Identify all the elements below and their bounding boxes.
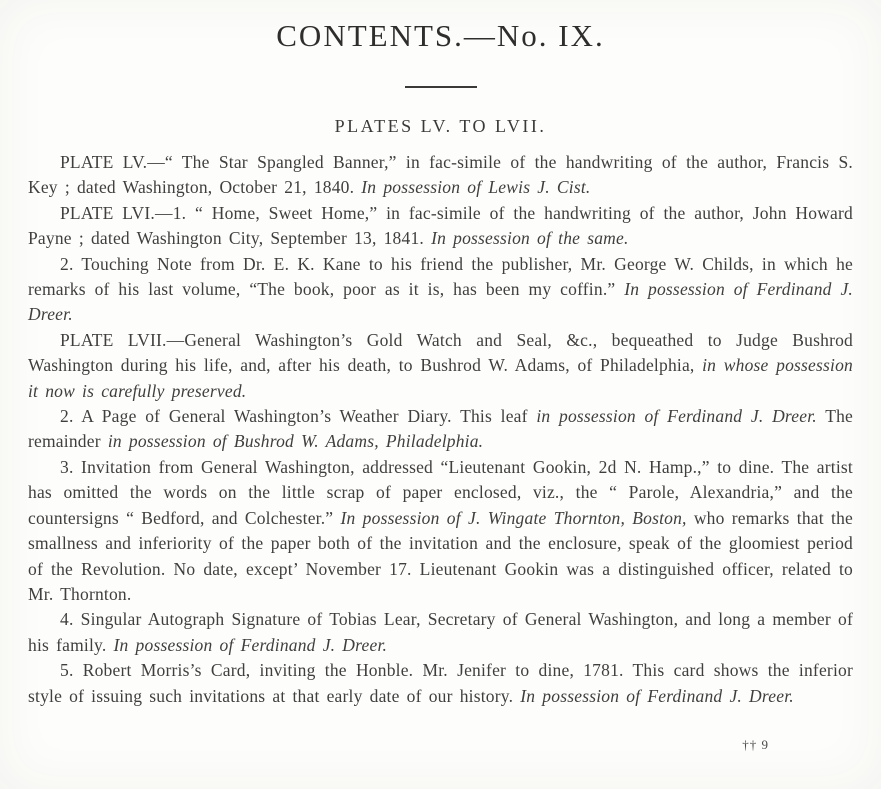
possession-note: In possession of Lewis J. Cist. bbox=[361, 177, 591, 198]
possession-note: In possession of Ferdinand J. Dreer. bbox=[28, 279, 853, 325]
entry-text: PLATE LVII.—General Washington’s Gold Watch and Seal, &c., bequeathed to Judge Bushrod Washington during his life, and, after his death, to Bushrod W. Adams, of Philadelphia, bbox=[28, 329, 853, 376]
page-title: CONTENTS.—No. IX. bbox=[276, 18, 605, 53]
plate-entry bbox=[28, 201, 853, 252]
entry-text: The remainder bbox=[28, 406, 854, 452]
signature-mark: †† 9 bbox=[742, 737, 769, 752]
entry-text: PLATE LVI.—1. “ Home, Sweet Home,” in fac-simile of the handwriting of the author, John Howard Payne ; dated Washington City, September 13, 1841. bbox=[28, 202, 853, 249]
entry-text: 3. Invitation from General Washington, addressed “Lieutenant Gookin, 2d N. Hamp.,” to dine. The artist has omitted the words on the little scrap of paper enclosed, viz., the “ Parole, Alexandria,” and the countersigns “ Bedford, and Colchester.” bbox=[28, 456, 853, 528]
plate-entry bbox=[28, 658, 853, 709]
entry-text: who remarks that the smallness and inferiority of the paper both of the invitation and the enclosure, speak of the gloomiest period of the Revolution. No date, except’ November 17. Lieutenant Gookin was a distinguished officer, related to Mr. Thornton. bbox=[28, 507, 853, 604]
entry-text: 5. Robert Morris’s Card, inviting the Honble. Mr. Jenifer to dine, 1781. This card shows the inferior style of issuing such invitations at that early date of our history. bbox=[28, 660, 853, 706]
possession-note: In possession of the same. bbox=[431, 228, 629, 249]
entry-text: 2. Touching Note from Dr. E. K. Kane to his friend the publisher, Mr. George W. Childs, in which he remarks of his last volume, “The book, poor as it is, has been my coffin.” bbox=[28, 253, 853, 300]
title-divider-rule bbox=[405, 86, 477, 88]
possession-note: in whose possession it now is carefully preserved. bbox=[28, 355, 853, 401]
plate-entry bbox=[28, 252, 853, 328]
plate-entry bbox=[28, 328, 853, 404]
section-heading: PLATES LV. TO LVII. bbox=[334, 116, 547, 136]
plate-entry bbox=[28, 150, 853, 201]
plates-list bbox=[28, 150, 853, 709]
entry-text: PLATE LV.—“ The Star Spangled Banner,” in fac-simile of the handwriting of the author, Francis S. Key ; dated Washington, October 21, 1840. bbox=[28, 152, 853, 198]
plate-entry bbox=[28, 607, 853, 658]
plate-entry bbox=[28, 455, 853, 607]
possession-note: In possession of J. Wingate Thornton, Boston, bbox=[340, 507, 687, 528]
possession-note: in possession of Bushrod W. Adams, Philadelphia. bbox=[107, 431, 484, 452]
entry-text: 2. A Page of General Washington’s Weather Diary. This leaf bbox=[60, 406, 537, 427]
possession-note: in possession of Ferdinand J. Dreer. bbox=[536, 406, 817, 427]
possession-note: In possession of Ferdinand J. Dreer. bbox=[520, 685, 794, 706]
plate-entry bbox=[28, 404, 853, 455]
possession-note: In possession of Ferdinand J. Dreer. bbox=[113, 634, 388, 655]
entry-text: 4. Singular Autograph Signature of Tobias Lear, Secretary of General Washington, and long a member of his family. bbox=[28, 609, 853, 655]
